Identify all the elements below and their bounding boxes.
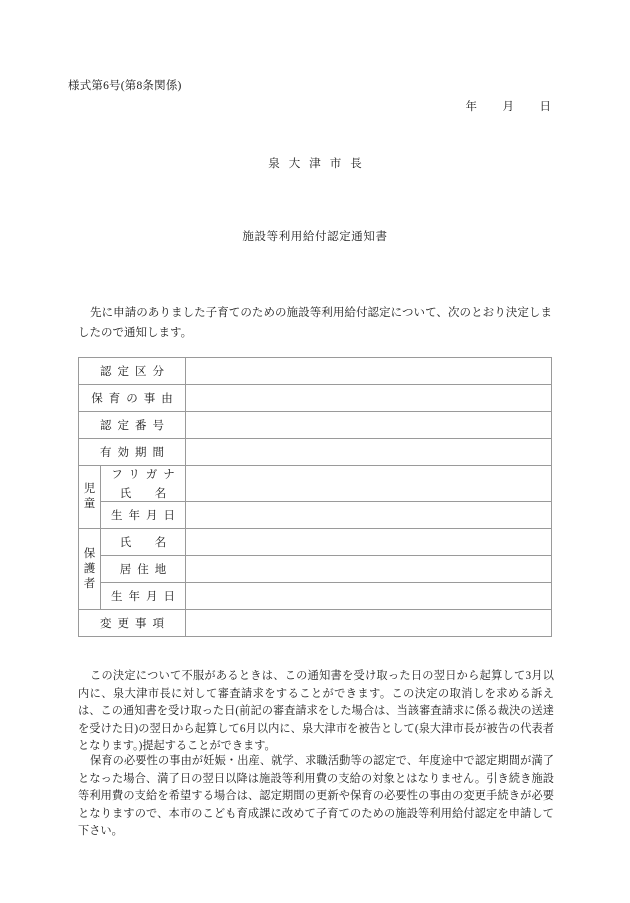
row-label-certification-number: 認定番号 <box>79 412 186 439</box>
group-label-guardian <box>79 529 101 610</box>
table-row <box>79 610 552 637</box>
row-value-child-name[interactable] <box>186 466 552 502</box>
row-value-guardian-address[interactable] <box>186 556 552 583</box>
group-label-guardian-char3: 者 <box>83 577 96 590</box>
row-label-guardian-birthdate: 生年月日 <box>101 583 186 610</box>
row-label-child-fullname: 氏 名 <box>119 488 173 500</box>
row-label-guardian-address: 居住地 <box>101 556 186 583</box>
row-value-guardian-name[interactable] <box>186 529 552 556</box>
row-value-child-birthdate[interactable] <box>186 502 552 529</box>
table-row <box>79 439 552 466</box>
row-label-guardian-name: 氏 名 <box>101 529 186 556</box>
row-label-childcare-reason: 保育の事由 <box>79 385 186 412</box>
group-label-child <box>79 466 101 529</box>
issuer-line: 泉大津市長 <box>268 158 371 170</box>
row-value-guardian-birthdate[interactable] <box>186 583 552 610</box>
row-label-child-kana: フリガナ <box>111 469 181 481</box>
row-value-certification-category[interactable] <box>186 358 552 385</box>
group-label-guardian-char2: 護 <box>83 562 96 575</box>
group-label-child-char1: 児 <box>83 483 96 495</box>
row-label-certification-category: 認定区分 <box>79 358 186 385</box>
certification-table <box>78 357 552 637</box>
group-label-child-char2: 童 <box>83 498 96 510</box>
group-label-guardian-char1: 保 <box>83 547 96 560</box>
table-row <box>79 412 552 439</box>
intro-paragraph: 先に申請のありました子育てのための施設等利用給付認定について、次のとおり決定しましたので通知します。 <box>78 307 552 339</box>
row-label-valid-period: 有効期間 <box>79 439 186 466</box>
document-title: 施設等利用給付認定通知書 <box>242 231 388 243</box>
row-label-child-name <box>101 466 186 502</box>
date-line: 年 月 日 <box>465 101 558 113</box>
table-row <box>79 358 552 385</box>
table-row-child-birth <box>79 502 552 529</box>
table-row-guardian-name <box>79 529 552 556</box>
row-value-valid-period[interactable] <box>186 439 552 466</box>
table-row-guardian-birth <box>79 583 552 610</box>
row-label-change-items: 変更事項 <box>79 610 186 637</box>
table-row-child-name <box>79 466 552 502</box>
note-renewal-procedure: 保育の必要性の事由が妊娠・出産、就学、求職活動等の認定で、年度途中で認定期間が満了となった場合、満了日の翌日以降は施設等利用費の支給の対象とはなりません。引き続き施設等利用費の支給を希望する場合は、認定期間の更新や保育の必要性の事由の変更手続きが必要となりますので、本市のこども育成課に改めて子育てのための施設等利用給付認定を申請して下さい。 <box>78 755 554 837</box>
note-appeal-rights: この決定について不服があるときは、この通知書を受け取った日の翌日から起算して3月以内に、泉大津市長に対して審査請求をすることができます。この決定の取消しを求める訴えは、この通知書を受け取った日(前記の審査請求をした場合は、当該審査請求に係る裁決の送達を受けた日)の翌日から起算して6月以内に、泉大津市を被告として(泉大津市長が被告の代表者となります。)提起することができます。 <box>78 670 554 752</box>
row-value-change-items[interactable] <box>186 610 552 637</box>
row-value-childcare-reason[interactable] <box>186 385 552 412</box>
table-row-guardian-address <box>79 556 552 583</box>
table-row <box>79 385 552 412</box>
row-label-child-birthdate: 生年月日 <box>101 502 186 529</box>
row-value-certification-number[interactable] <box>186 412 552 439</box>
form-number: 様式第6号(第8条関係) <box>68 80 182 92</box>
